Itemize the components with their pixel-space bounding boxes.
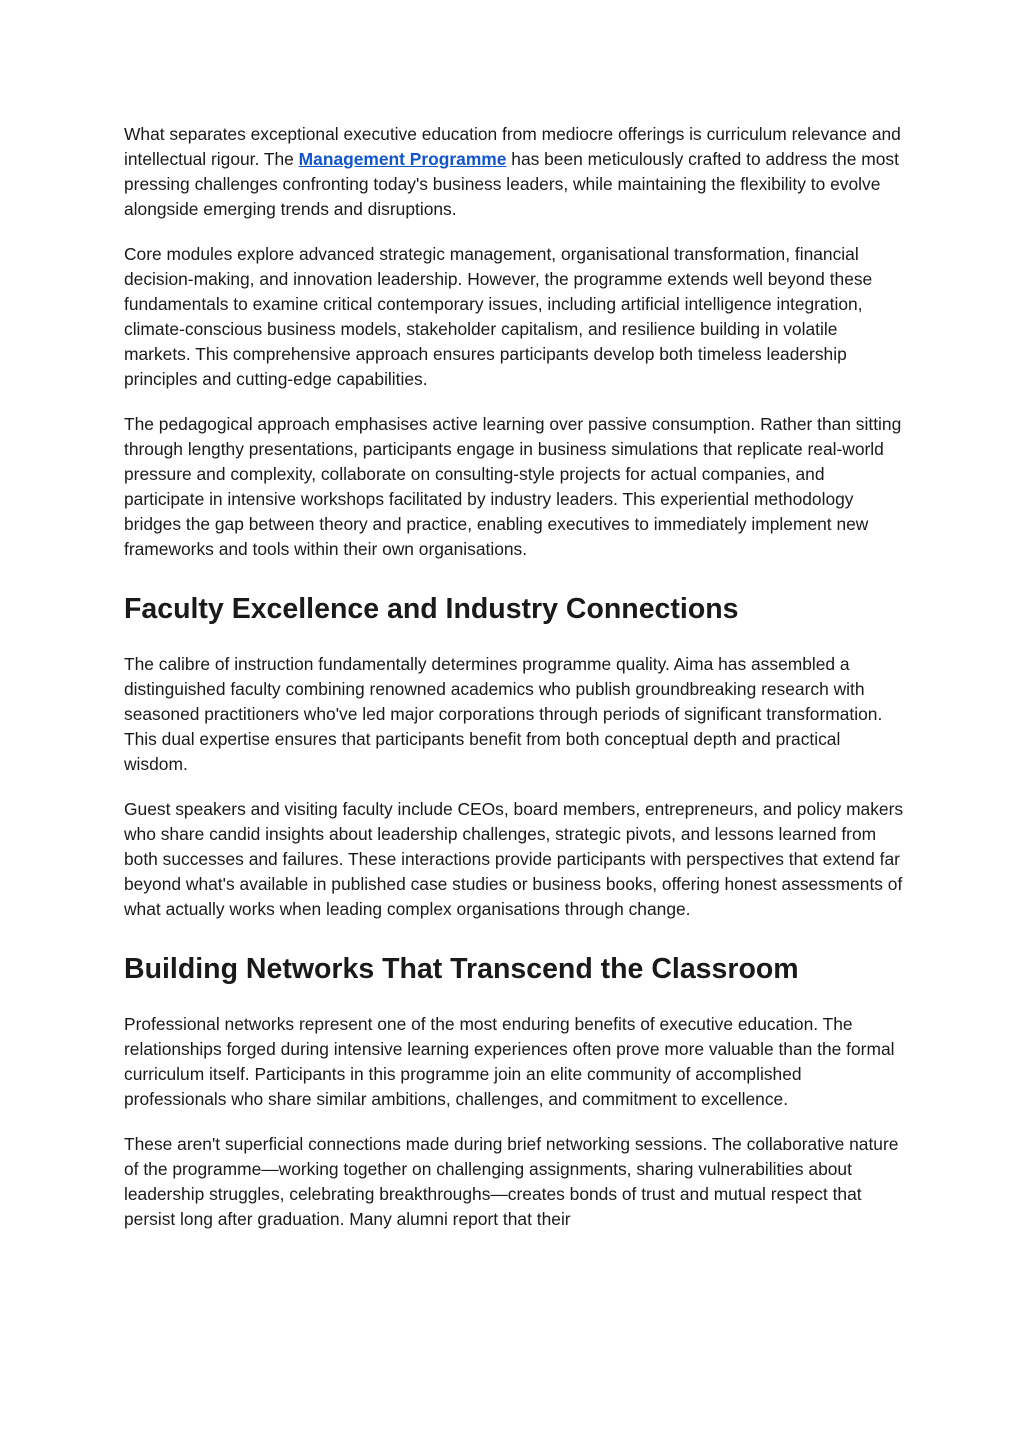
intro-paragraph-1-text-before-link: What separates exceptional executive education from mediocre offerings is curriculum relevance and intellectual rigour. The [124, 124, 901, 169]
networks-paragraph-1: Professional networks represent one of the most enduring benefits of executive education. The relationships forged during intensive learning experiences often prove more valuable than the formal curriculum itself. Participants in this programme join an elite community of accomplished professionals who share similar ambitions, challenges, and commitment to excellence. [124, 1014, 895, 1109]
intro-paragraph-1 [124, 122, 904, 222]
faculty-paragraph-2: Guest speakers and visiting faculty include CEOs, board members, entrepreneurs, and policy makers who share candid insights about leadership challenges, strategic pivots, and lessons learned from both successes and failures. These interactions provide participants with perspectives that extend far beyond what's available in published case studies or business books, offering honest assessments of what actually works when leading complex organisations through change. [124, 799, 904, 919]
faculty-section-heading: Faculty Excellence and Industry Connections [124, 593, 739, 625]
document-page [124, 122, 904, 1232]
networks-section-heading: Building Networks That Transcend the Classroom [124, 953, 799, 985]
intro-paragraph-2: Core modules explore advanced strategic management, organisational transformation, financial decision-making, and innovation leadership. However, the programme extends well beyond these fundamentals to examine critical contemporary issues, including artificial intelligence integration, climate-conscious business models, stakeholder capitalism, and resilience building in volatile markets. This comprehensive approach ensures participants develop both timeless leadership principles and cutting-edge capabilities. [124, 244, 873, 389]
intro-paragraph-3: The pedagogical approach emphasises active learning over passive consumption. Rather than sitting through lengthy presentations, participants engage in business simulations that replicate real-world pressure and complexity, collaborate on consulting-style projects for actual companies, and participate in intensive workshops facilitated by industry leaders. This experiential methodology bridges the gap between theory and practice, enabling executives to immediately implement new frameworks and tools within their own organisations. [124, 414, 902, 559]
intro-paragraph-1-text-after-link: has been meticulously crafted to address the most pressing challenges confronting today's business leaders, while maintaining the flexibility to evolve alongside emerging trends and disruptions. [124, 149, 899, 219]
management-programme-link[interactable]: Management Programme [298, 149, 507, 169]
faculty-paragraph-1: The calibre of instruction fundamentally determines programme quality. Aima has assembled a distinguished faculty combining renowned academics who publish groundbreaking research with seasoned practitioners who've led major corporations through periods of significant transformation. This dual expertise ensures that participants benefit from both conceptual depth and practical wisdom. [124, 654, 883, 774]
networks-paragraph-2: These aren't superficial connections made during brief networking sessions. The collaborative nature of the programme—working together on challenging assignments, sharing vulnerabilities about leadership struggles, celebrating breakthroughs—creates bonds of trust and mutual respect that persist long after graduation. Many alumni report that their [124, 1134, 899, 1229]
